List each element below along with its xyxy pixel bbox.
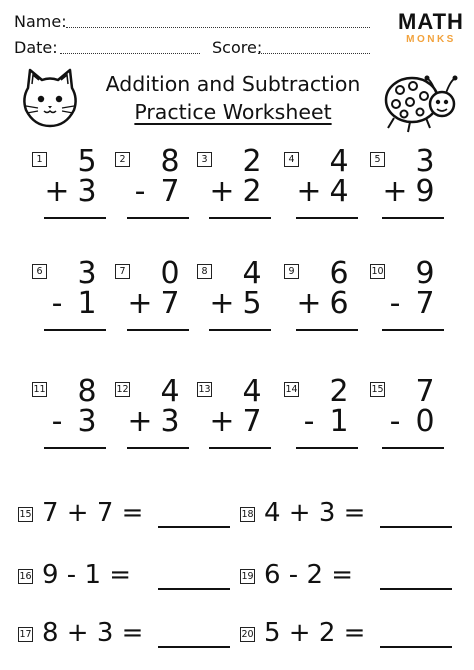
- problem-number: 15: [19, 509, 32, 520]
- answer-blank[interactable]: [158, 588, 230, 590]
- top-number: 8: [160, 144, 180, 179]
- answer-blank[interactable]: [380, 646, 452, 648]
- math-monks-logo: [398, 10, 464, 46]
- top-number: 6: [329, 256, 349, 291]
- vertical-problem: [115, 256, 201, 362]
- problem-number: 3: [197, 152, 212, 167]
- bottom-number: 4: [329, 174, 349, 209]
- answer-line[interactable]: [296, 217, 358, 219]
- answer-line[interactable]: [209, 217, 271, 219]
- answer-line[interactable]: [296, 329, 358, 331]
- top-number: 0: [160, 256, 180, 291]
- problem-number: 8: [197, 264, 212, 279]
- vertical-problem: [32, 374, 118, 480]
- ladybug-icon: [380, 62, 460, 134]
- name-line[interactable]: [66, 27, 370, 28]
- logo-main-text: MATH: [398, 9, 464, 34]
- worksheet-title-line1: Addition and Subtraction: [105, 72, 361, 96]
- horizontal-problem: [240, 560, 455, 594]
- problem-number: 18: [241, 509, 254, 520]
- top-number: 7: [415, 374, 435, 409]
- problem-number: 13: [198, 384, 211, 395]
- problem-number: 6: [32, 264, 47, 279]
- score-label: Score:: [212, 38, 263, 57]
- vertical-problem: [197, 144, 283, 250]
- vertical-problem: [197, 256, 283, 362]
- top-number: 8: [77, 374, 97, 409]
- problem-number: 14: [285, 384, 298, 395]
- answer-blank[interactable]: [380, 526, 452, 528]
- score-line[interactable]: [258, 53, 370, 54]
- operator: +: [209, 174, 235, 209]
- equation-text: 4 + 3 =: [264, 498, 366, 528]
- operator: -: [389, 286, 401, 321]
- problem-number: 1: [32, 152, 47, 167]
- top-number: 2: [242, 144, 262, 179]
- bottom-number: 0: [415, 404, 435, 439]
- problem-number: 4: [284, 152, 299, 167]
- operator: +: [127, 404, 153, 439]
- operator: +: [209, 404, 235, 439]
- answer-line[interactable]: [382, 447, 444, 449]
- horizontal-problem: [18, 498, 233, 532]
- operator: -: [303, 404, 315, 439]
- equation-text: 9 - 1 =: [42, 560, 132, 590]
- vertical-problem: [197, 374, 283, 480]
- answer-line[interactable]: [209, 329, 271, 331]
- operator: +: [44, 174, 70, 209]
- problem-number: 11: [33, 384, 46, 395]
- answer-blank[interactable]: [380, 588, 452, 590]
- date-line[interactable]: [60, 53, 200, 54]
- cat-face-icon: [18, 66, 82, 130]
- answer-line[interactable]: [44, 217, 106, 219]
- answer-line[interactable]: [127, 447, 189, 449]
- bottom-number: 7: [242, 404, 262, 439]
- vertical-problem: [284, 374, 370, 480]
- problem-number: 12: [116, 384, 129, 395]
- problem-number: 15: [371, 384, 384, 395]
- vertical-problem: [115, 374, 201, 480]
- answer-blank[interactable]: [158, 646, 230, 648]
- operator: -: [134, 174, 146, 209]
- operator: +: [209, 286, 235, 321]
- vertical-problem: [370, 256, 456, 362]
- answer-line[interactable]: [44, 447, 106, 449]
- bottom-number: 1: [77, 286, 97, 321]
- vertical-problem: [115, 144, 201, 250]
- equation-text: 6 - 2 =: [264, 560, 354, 590]
- problem-number: 2: [115, 152, 130, 167]
- operator: -: [389, 404, 401, 439]
- horizontal-problem: [18, 560, 233, 594]
- bottom-number: 3: [160, 404, 180, 439]
- answer-line[interactable]: [382, 329, 444, 331]
- answer-line[interactable]: [209, 447, 271, 449]
- equation-text: 5 + 2 =: [264, 618, 366, 648]
- vertical-problem: [370, 374, 456, 480]
- bottom-number: 7: [415, 286, 435, 321]
- worksheet-title-line2: Practice Worksheet: [134, 100, 332, 124]
- horizontal-problem: [240, 498, 455, 532]
- top-number: 4: [329, 144, 349, 179]
- problem-number: 7: [115, 264, 130, 279]
- top-number: 2: [329, 374, 349, 409]
- top-number: 4: [160, 374, 180, 409]
- top-number: 5: [77, 144, 97, 179]
- operator: +: [382, 174, 408, 209]
- problem-number: 20: [241, 629, 254, 640]
- horizontal-problem: [18, 618, 233, 652]
- answer-line[interactable]: [44, 329, 106, 331]
- equation-text: 8 + 3 =: [42, 618, 144, 648]
- vertical-problem: [32, 144, 118, 250]
- vertical-problem: [32, 256, 118, 362]
- bottom-number: 5: [242, 286, 262, 321]
- date-label: Date:: [14, 38, 58, 57]
- problem-number: 16: [19, 571, 32, 582]
- bottom-number: 7: [160, 174, 180, 209]
- bottom-number: 6: [329, 286, 349, 321]
- problem-number: 9: [284, 264, 299, 279]
- answer-line[interactable]: [296, 447, 358, 449]
- operator: +: [296, 174, 322, 209]
- bottom-number: 7: [160, 286, 180, 321]
- answer-line[interactable]: [382, 217, 444, 219]
- operator: -: [51, 286, 63, 321]
- top-number: 4: [242, 374, 262, 409]
- operator: +: [127, 286, 153, 321]
- bottom-number: 2: [242, 174, 262, 209]
- bottom-number: 1: [329, 404, 349, 439]
- name-label: Name:: [14, 12, 67, 31]
- bottom-number: 9: [415, 174, 435, 209]
- problem-number: 5: [370, 152, 385, 167]
- vertical-problem: [370, 144, 456, 250]
- top-number: 4: [242, 256, 262, 291]
- answer-line[interactable]: [127, 329, 189, 331]
- horizontal-problem: [240, 618, 455, 652]
- equation-text: 7 + 7 =: [42, 498, 144, 528]
- operator: +: [296, 286, 322, 321]
- top-number: 9: [415, 256, 435, 291]
- top-number: 3: [77, 256, 97, 291]
- bottom-number: 3: [77, 404, 97, 439]
- problem-number: 10: [371, 266, 384, 277]
- operator: -: [51, 404, 63, 439]
- answer-blank[interactable]: [158, 526, 230, 528]
- logo-sub-text: MONKS: [406, 34, 456, 45]
- problem-number: 17: [19, 629, 32, 640]
- vertical-problem: [284, 256, 370, 362]
- problem-number: 19: [241, 571, 254, 582]
- vertical-problem: [284, 144, 370, 250]
- answer-line[interactable]: [127, 217, 189, 219]
- top-number: 3: [415, 144, 435, 179]
- bottom-number: 3: [77, 174, 97, 209]
